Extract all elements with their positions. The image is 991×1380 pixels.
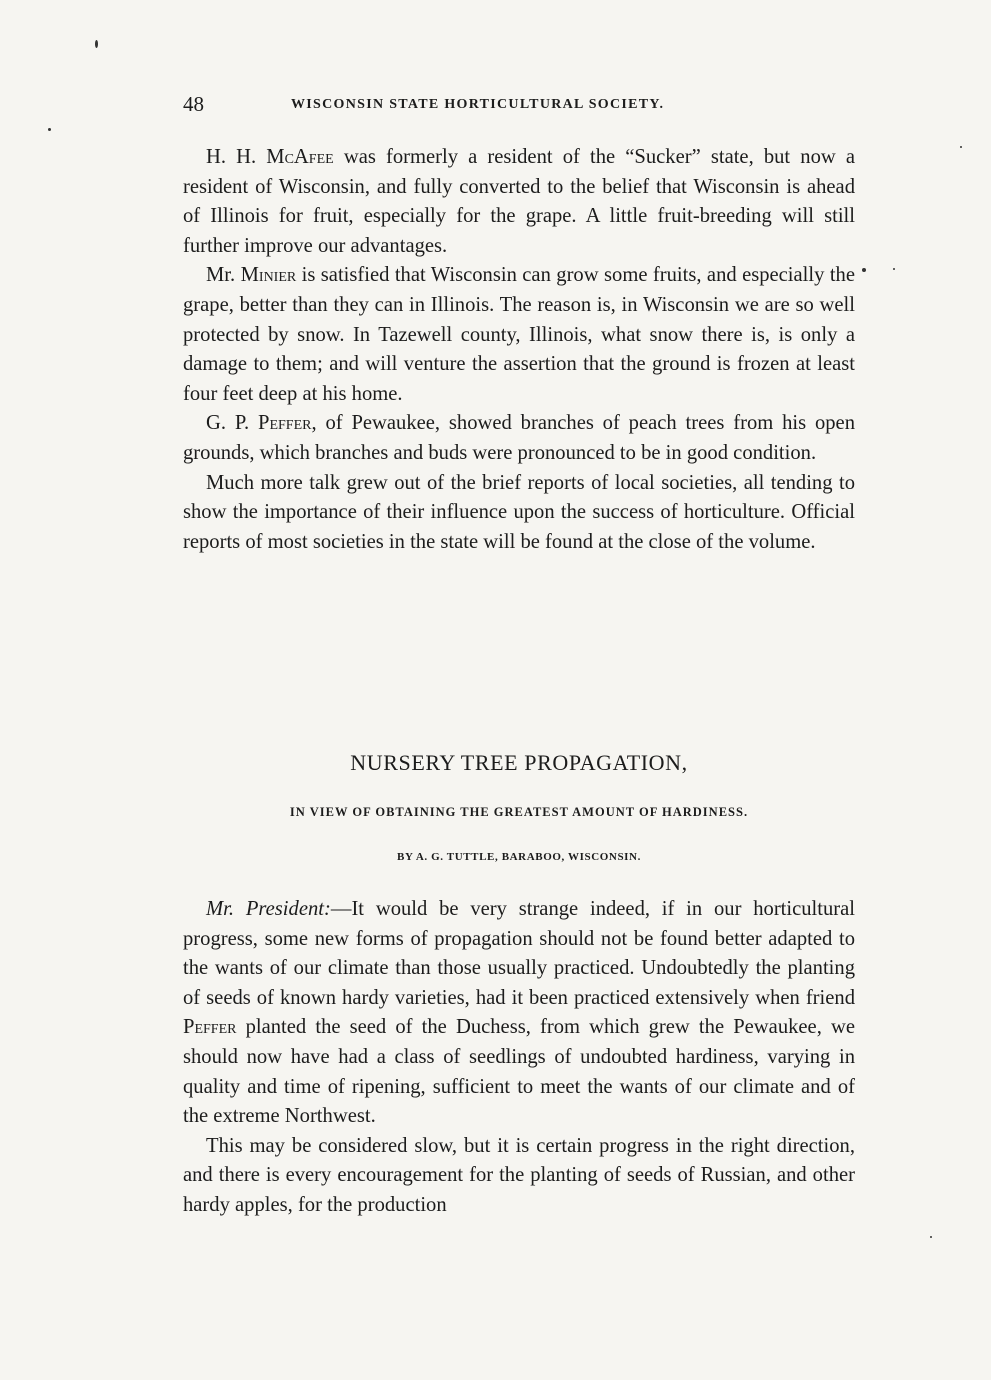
article-body bbox=[183, 895, 855, 1221]
running-head-title: WISCONSIN STATE HORTICULTURAL SOCIETY. bbox=[291, 97, 665, 112]
paragraph-text: is satisfied that Wisconsin can grow some fruits, and especially the grape, better than they can in Illinois. The reason is, in Wisconsin we are so well protected by snow. In Tazewell county, Illinois, what snow there is, is only a damage to them; and will venture the assertion that the ground is frozen at least four feet deep at his home. bbox=[183, 264, 855, 405]
speaker-name: Peffer bbox=[258, 412, 312, 435]
scan-speck bbox=[960, 146, 962, 148]
speaker-prefix: G. P. bbox=[206, 412, 259, 435]
paragraph-text: This may be considered slow, but it is certain progress in the right direction, and there is every encouragement for the planting of seeds of Russian, and other hardy apples, for the production bbox=[183, 1134, 855, 1216]
paragraph-text: planted the seed of the Duchess, from which grew the Pewaukee, we should now have had a class of seedlings of undoubted hardiness, varying in quality and time of ripening, sufficient to meet the wants of our climate and of the extreme Northwest. bbox=[183, 1016, 855, 1128]
speaker-prefix: Mr. bbox=[206, 264, 241, 287]
paragraph-peffer bbox=[183, 409, 855, 468]
scan-speck bbox=[48, 128, 51, 131]
scan-speck bbox=[930, 1236, 932, 1238]
running-head bbox=[183, 92, 855, 120]
paragraph-minier bbox=[183, 261, 855, 409]
scan-speck bbox=[893, 268, 895, 270]
speaker-name: Minier bbox=[240, 264, 297, 287]
article-byline: BY A. G. TUTTLE, BARABOO, WISCONSIN. bbox=[397, 851, 641, 863]
salutation: Mr. President: bbox=[206, 898, 331, 920]
paragraph-text: Much more talk grew out of the brief reports of local societies, all tending to show the importance of their influence upon the success of horticulture. Official reports of most societies in the state will be found at the close of the volume. bbox=[183, 471, 855, 553]
article-subtitle: IN VIEW OF OBTAINING THE GREATEST AMOUNT OF HARDINESS. bbox=[289, 805, 749, 819]
article-title: NURSERY TREE PROPAGATION, bbox=[350, 750, 688, 775]
paragraph-summary bbox=[183, 469, 855, 558]
scan-speck bbox=[862, 268, 866, 272]
paragraph-text: —It would be very strange indeed, if in our horticultural progress, some new forms of propagation should not be found better adapted to the wants of our climate than those usually practiced. Undoubtedly the planting of seeds of known hardy varieties, had it been practiced extensively when friend bbox=[183, 898, 856, 1009]
paragraph-text: was formerly a resident of the “Sucker” state, but now a resident of Wisconsin, and fully converted to the belief that Wisconsin is ahead of Illinois for fruit, especially for the grape. A little fruit-breeding will still further improve our advantages. bbox=[183, 146, 856, 257]
speaker-name: H. H. McAfee bbox=[206, 146, 334, 168]
paragraph-progress bbox=[183, 1132, 855, 1221]
discussion-section bbox=[183, 143, 855, 557]
page-number: 48 bbox=[183, 92, 204, 116]
paragraph-president bbox=[183, 895, 855, 1132]
paragraph-text: , of Pewaukee, showed branches of peach trees from his open grounds, which branches and buds were pronounced to be in good condition. bbox=[183, 412, 855, 464]
scan-speck bbox=[95, 40, 98, 48]
speaker-name: Peffer bbox=[183, 1016, 237, 1039]
paragraph-mcafee bbox=[183, 143, 855, 261]
